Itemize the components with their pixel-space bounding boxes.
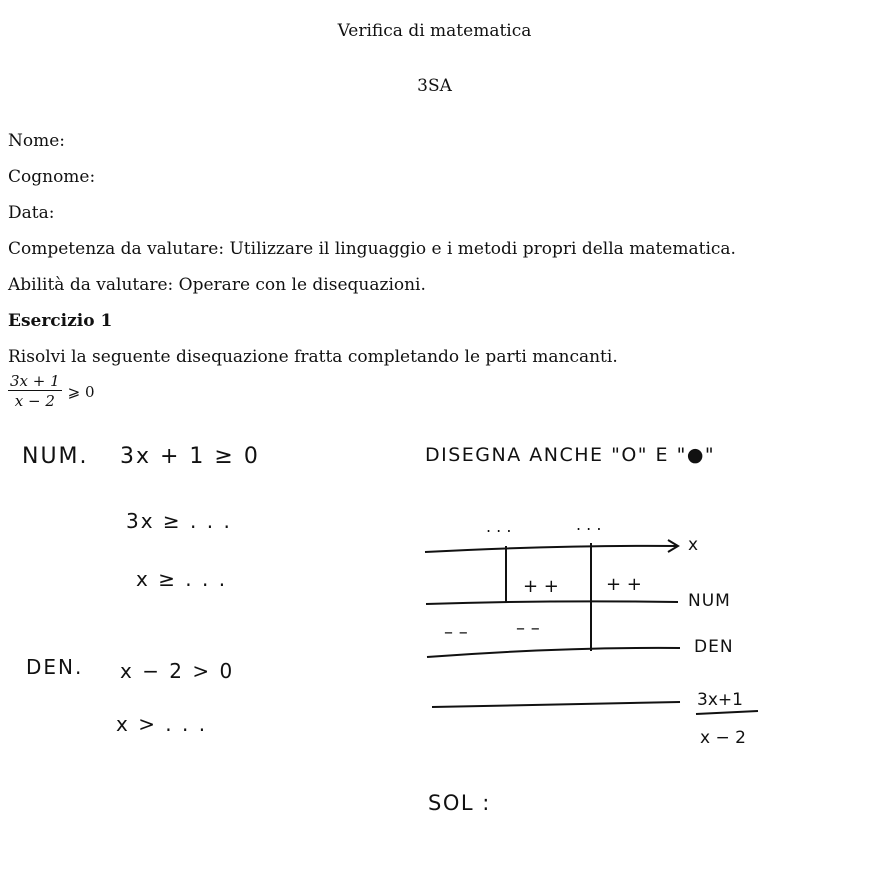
num-inequality: 3x + 1 ≥ 0 <box>120 444 260 469</box>
num-step-1: 3x ≥ . . . <box>126 509 232 533</box>
num-row-line <box>426 601 678 604</box>
field-data: Data: <box>8 203 55 223</box>
num-step-2: x ≥ . . . <box>136 567 228 591</box>
fraction-relation: ⩾ 0 <box>67 382 95 401</box>
den-sign-1: – – <box>444 622 468 643</box>
draw-instruction: DISEGNA ANCHE "O" E "●" <box>425 444 716 466</box>
fraction-denominator: x − 2 <box>14 392 55 410</box>
abilita-text: Abilità da valutare: Operare con le disequazioni. <box>8 275 426 295</box>
competenza-text: Competenza da valutare: Utilizzare il linguaggio e i metodi propri della matematica. <box>8 239 736 259</box>
row-den-label: DEN <box>694 637 734 657</box>
x-axis-line <box>425 546 677 552</box>
result-row-line <box>432 702 680 707</box>
den-row-line <box>427 648 680 657</box>
axis-dots-2: . . . <box>576 515 602 534</box>
result-fraction-bar <box>696 711 758 714</box>
axis-x-label: x <box>688 535 699 555</box>
field-cognome: Cognome: <box>8 167 96 187</box>
exercise-title: Esercizio 1 <box>8 311 113 331</box>
num-sign-1: + + <box>523 576 559 597</box>
den-step: x > . . . <box>116 712 208 736</box>
fraction-numerator: 3x + 1 <box>10 372 60 390</box>
exercise-instruction: Risolvi la seguente disequazione fratta completando le parti mancanti. <box>8 347 618 367</box>
row-num-label: NUM <box>688 591 731 611</box>
result-numerator: 3x+1 <box>697 690 743 710</box>
den-inequality: x − 2 > 0 <box>120 659 235 683</box>
sol-label: SOL : <box>428 791 491 815</box>
class-label: 3SA <box>417 76 452 96</box>
den-sign-2: – – <box>516 618 540 639</box>
num-sign-2: + + <box>606 574 642 595</box>
doc-title: Verifica di matematica <box>337 21 532 41</box>
num-label: NUM. <box>22 444 89 469</box>
axis-dots-1: . . . <box>486 517 512 536</box>
result-denominator: x − 2 <box>700 728 746 748</box>
field-nome: Nome: <box>8 131 66 151</box>
den-label: DEN. <box>26 655 84 679</box>
